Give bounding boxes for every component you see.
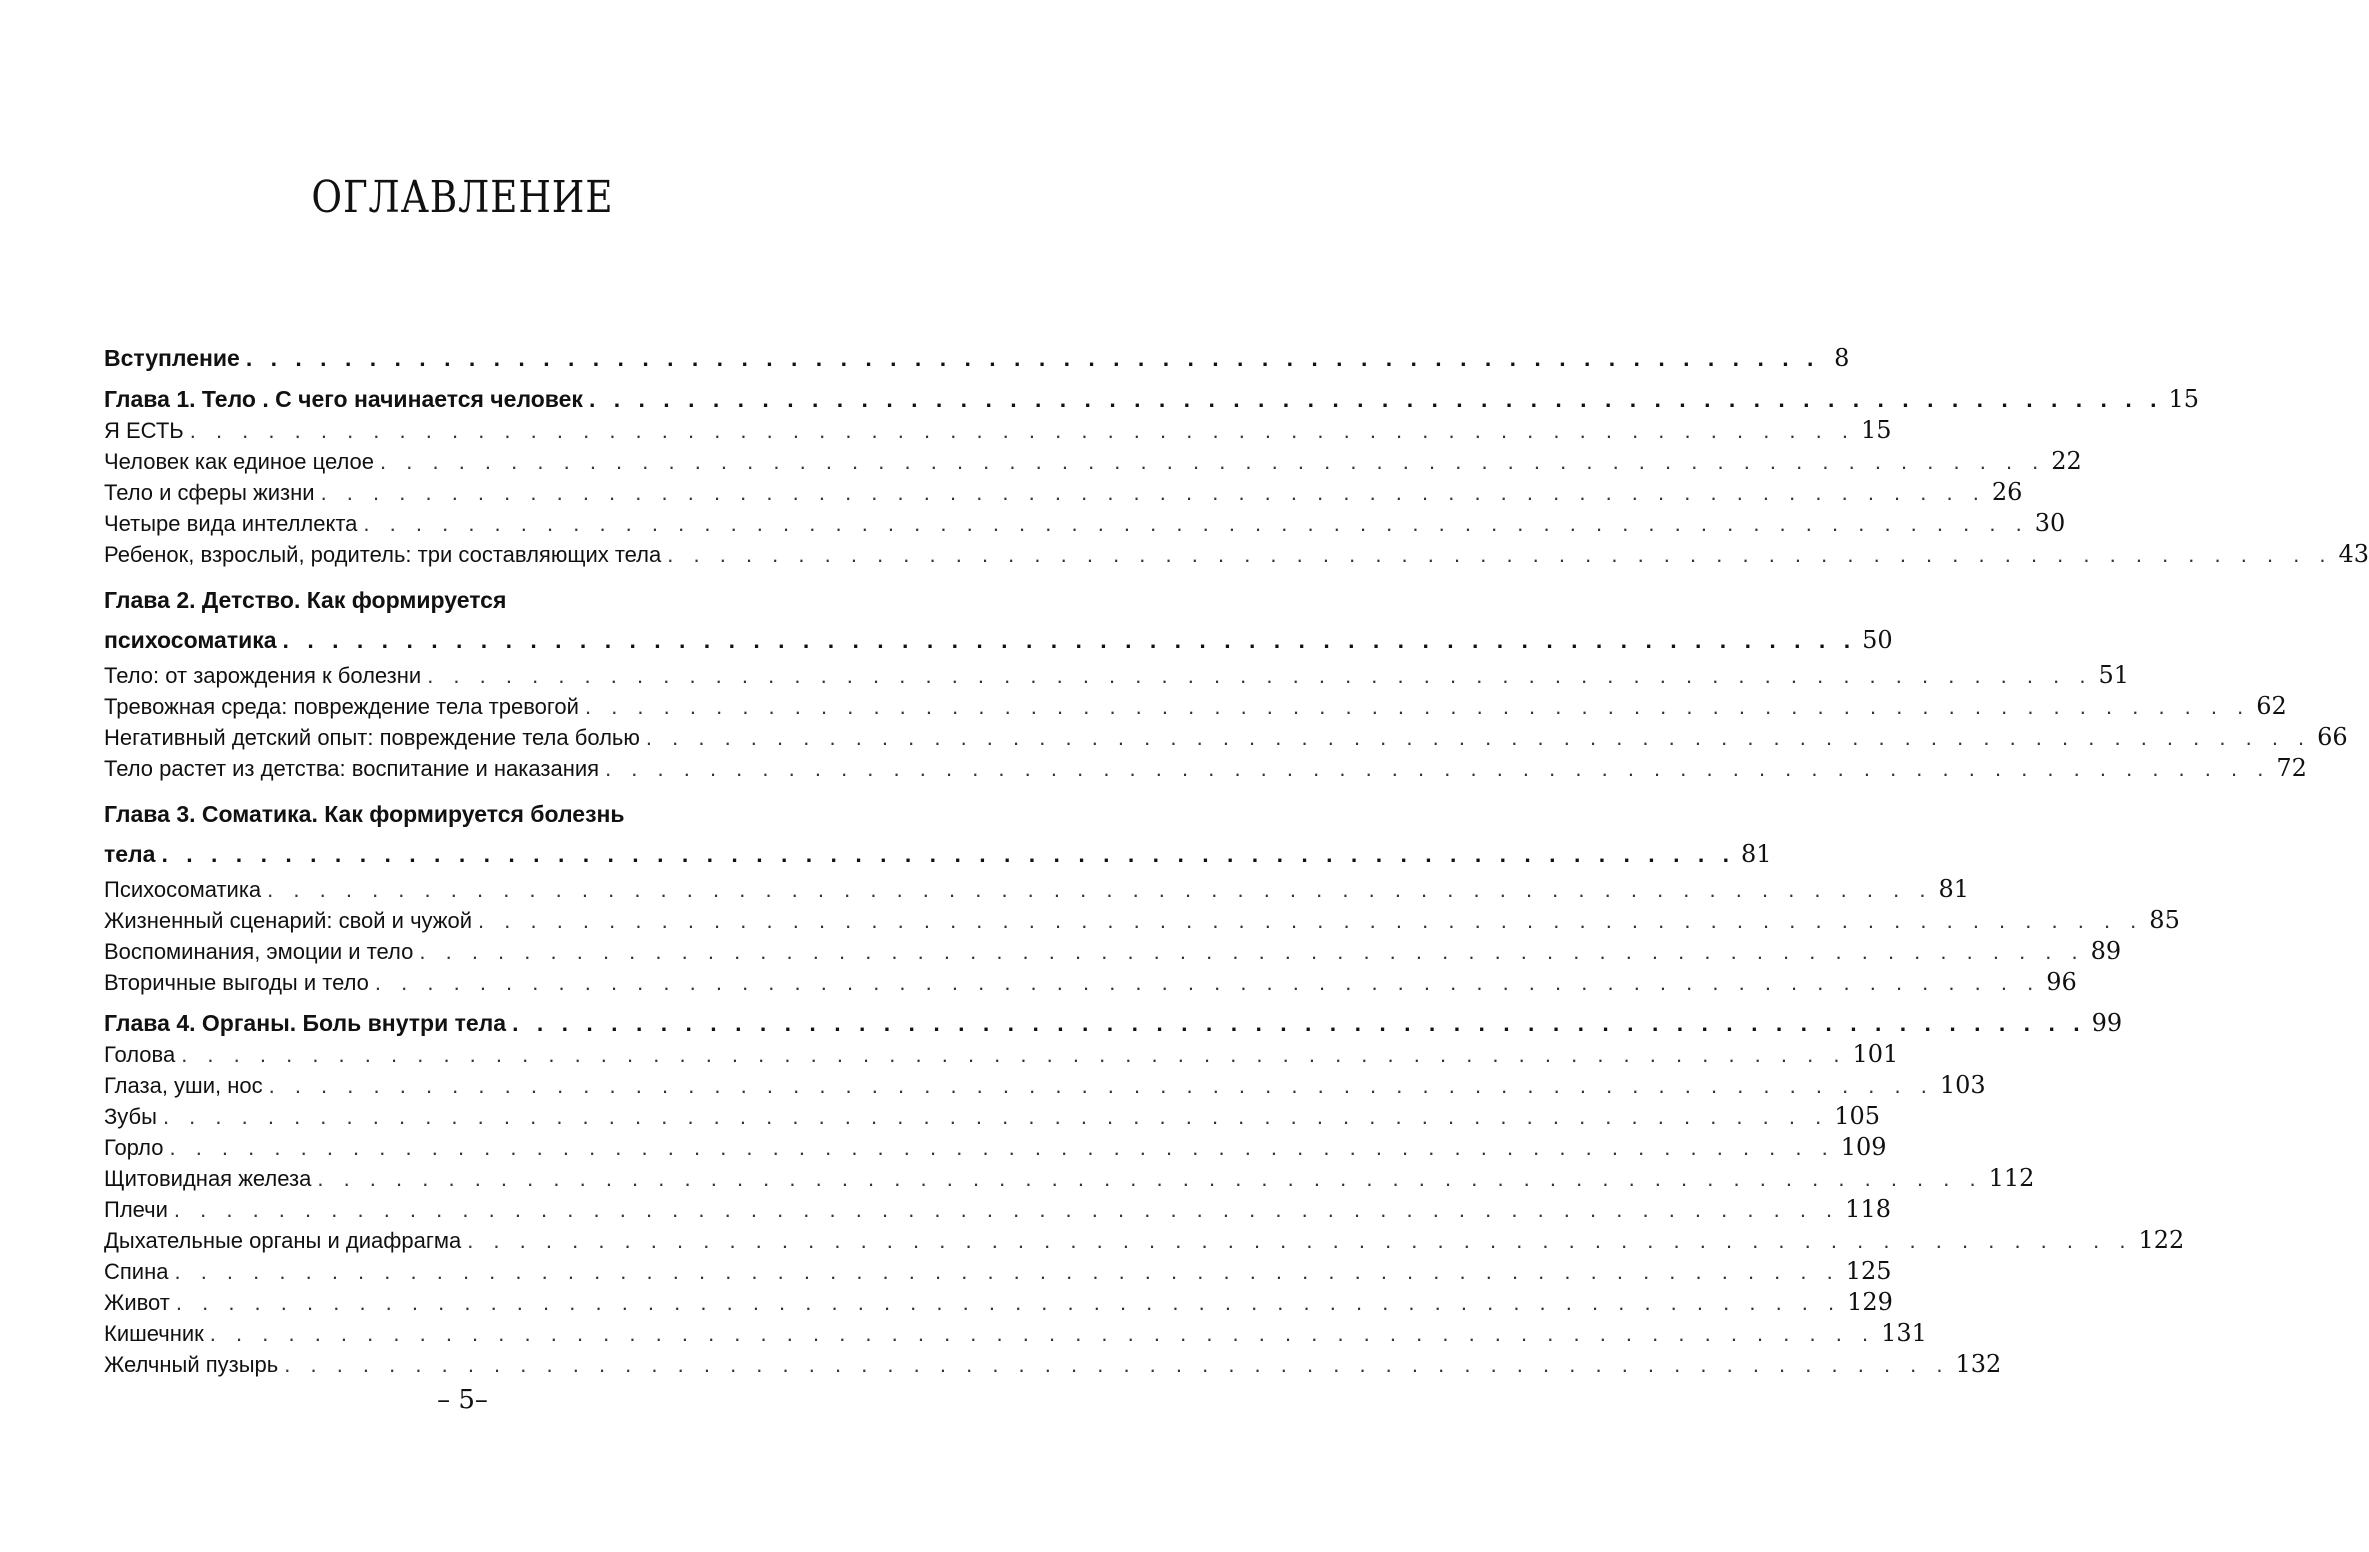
toc-entry-label: Глаза, уши, нос bbox=[104, 1073, 263, 1098]
toc-entry-label: Тело растет из детства: воспитание и наказания bbox=[104, 756, 600, 781]
toc-entry-page: 72 bbox=[2276, 754, 2307, 782]
dot-leader: . . . . . . . . . . . . . . . . . . . . . . . . . . . . . . . . . . . . . . . . . . . . . . . . . . . . . . . . . . . . . . . . bbox=[419, 939, 2085, 964]
toc-entry-page: 99 bbox=[2091, 1009, 2123, 1037]
toc-entry-label: Желчный пузырь bbox=[104, 1352, 279, 1377]
table-of-contents bbox=[104, 343, 2369, 1380]
toc-entry-label: Воспоминания, эмоции и тело bbox=[104, 939, 414, 964]
dot-leader: . . . . . . . . . . . . . . . . . . . . . . . . . . . . . . . . . . . . . . . . . . . . . . . . . . . . . . . . . . . . . . . . bbox=[667, 542, 2333, 567]
dot-leader: . . . . . . . . . . . . . . . . . . . . . . . . . . . . . . . . . . . . . . . . . . . . . . . . . . . . . . . . . . . . . . . . bbox=[380, 449, 2046, 474]
toc-entry[interactable] bbox=[104, 415, 1892, 446]
toc-chapter-entry[interactable] bbox=[104, 343, 1850, 374]
toc-entry-page: 125 bbox=[1845, 1257, 1892, 1285]
toc-entry[interactable] bbox=[104, 1101, 1881, 1132]
toc-entry-page: 30 bbox=[2034, 509, 2066, 537]
toc-entry[interactable] bbox=[104, 753, 2307, 784]
toc-entry-label: Человек как единое целое bbox=[104, 449, 375, 474]
toc-entry-page: 66 bbox=[2317, 723, 2348, 751]
toc-entry-page: 131 bbox=[1881, 1319, 1927, 1347]
dot-leader: . . . . . . . . . . . . . . . . . . . . . . . . . . . . . . . . . . . . . . . . . . . . . . . . . . . . . . . . . . . . . . . . bbox=[245, 345, 1820, 371]
toc-entry-page: 89 bbox=[2090, 937, 2122, 965]
toc-entry[interactable] bbox=[104, 1318, 1927, 1349]
toc-entry-label: Тело и сферы жизни bbox=[104, 480, 315, 505]
toc-entry-label: психосоматика bbox=[104, 627, 277, 653]
toc-chapter-entry[interactable] bbox=[104, 1008, 2123, 1039]
toc-entry-label: Щитовидная железа bbox=[104, 1166, 312, 1191]
toc-entry[interactable] bbox=[104, 874, 1969, 905]
toc-entry-label: Горло bbox=[104, 1135, 164, 1160]
toc-entry-page: 109 bbox=[1840, 1133, 1887, 1161]
toc-entry-label: Голова bbox=[104, 1042, 176, 1067]
dot-leader: . . . . . . . . . . . . . . . . . . . . . . . . . . . . . . . . . . . . . . . . . . . . . . . . . . . . . . . . . . . . . . . . bbox=[162, 1104, 1829, 1129]
toc-entry[interactable] bbox=[104, 1225, 2185, 1256]
toc-entry-label: Глава 3. Соматика. Как формируется болезнь bbox=[104, 801, 625, 827]
toc-entry[interactable] bbox=[104, 1163, 2035, 1194]
toc-entry-label: Спина bbox=[104, 1259, 169, 1284]
toc-entry-label: Вторичные выгоды и тело bbox=[104, 970, 369, 995]
toc-entry-page: 43 bbox=[2338, 540, 2369, 568]
toc-entry[interactable] bbox=[104, 1132, 1887, 1163]
toc-entry-page: 81 bbox=[1741, 840, 1772, 868]
toc-entry-page: 118 bbox=[1845, 1195, 1891, 1223]
toc-entry[interactable] bbox=[104, 1194, 1891, 1225]
toc-chapter-entry[interactable] bbox=[104, 834, 1772, 874]
dot-leader: . . . . . . . . . . . . . . . . . . . . . . . . . . . . . . . . . . . . . . . . . . . . . . . . . . . . . . . . . . . . . . . . bbox=[427, 663, 2093, 688]
toc-entry-page: 50 bbox=[1862, 626, 1893, 654]
toc-entry-label: тела bbox=[104, 841, 156, 867]
dot-leader: . . . . . . . . . . . . . . . . . . . . . . . . . . . . . . . . . . . . . . . . . . . . . . . . . . . . . . . . . . . . . . . . bbox=[284, 1352, 1950, 1377]
toc-entry[interactable] bbox=[104, 446, 2082, 477]
dot-leader: . . . . . . . . . . . . . . . . . . . . . . . . . . . . . . . . . . . . . . . . . . . . . . . . . . . . . . . . . . . . . . . . bbox=[189, 418, 1855, 443]
toc-entry-label: Жизненный сценарий: свой и чужой bbox=[104, 908, 473, 933]
toc-entry-page: 105 bbox=[1834, 1102, 1881, 1130]
toc-entry-page: 15 bbox=[2168, 385, 2200, 413]
dot-leader: . . . . . . . . . . . . . . . . . . . . . . . . . . . . . . . . . . . . . . . . . . . . . . . . . . . . . . . . . . . . . . . . bbox=[175, 1290, 1842, 1315]
dot-leader: . . . . . . . . . . . . . . . . . . . . . . . . . . . . . . . . . . . . . . . . . . . . . . . . . . . . . . . . . . . . . . . . bbox=[174, 1259, 1840, 1284]
toc-chapter-entry[interactable] bbox=[104, 794, 804, 834]
toc-entry[interactable] bbox=[104, 691, 2287, 722]
toc-entry-label: Глава 4. Органы. Боль внутри тела bbox=[104, 1010, 507, 1036]
toc-entry-label: Дыхательные органы и диафрагма bbox=[104, 1228, 462, 1253]
toc-entry-label: Тревожная среда: повреждение тела тревогой bbox=[104, 694, 579, 719]
dot-leader: . . . . . . . . . . . . . . . . . . . . . . . . . . . . . . . . . . . . . . . . . . . . . . . . . . . . . . . . . . . . . . . . bbox=[588, 386, 2163, 412]
dot-leader: . . . . . . . . . . . . . . . . . . . . . . . . . . . . . . . . . . . . . . . . . . . . . . . . . . . . . . . . . . . . . . . . bbox=[169, 1135, 1835, 1160]
dot-leader: . . . . . . . . . . . . . . . . . . . . . . . . . . . . . . . . . . . . . . . . . . . . . . . . . . . . . . . . . . . . . . . . bbox=[478, 908, 2144, 933]
dot-leader: . . . . . . . . . . . . . . . . . . . . . . . . . . . . . . . . . . . . . . . . . . . . . . . . . . . . . . . . . . . . . . . . bbox=[282, 627, 1857, 653]
toc-chapter-entry[interactable] bbox=[104, 620, 1893, 660]
toc-entry[interactable] bbox=[104, 539, 2369, 570]
dot-leader: . . . . . . . . . . . . . . . . . . . . . . . . . . . . . . . . . . . . . . . . . . . . . . . . . . . . . . . . . . . . . . . . bbox=[181, 1042, 1847, 1067]
toc-entry[interactable] bbox=[104, 1039, 1899, 1070]
toc-entry-page: 15 bbox=[1860, 416, 1892, 444]
dot-leader: . . . . . . . . . . . . . . . . . . . . . . . . . . . . . . . . . . . . . . . . . . . . . . . . . . . . . . . . . . . . . . . . bbox=[320, 480, 1986, 505]
dot-leader: . . . . . . . . . . . . . . . . . . . . . . . . . . . . . . . . . . . . . . . . . . . . . . . . . . . . . . . . . . . . . . . . bbox=[268, 1073, 1934, 1098]
toc-chapter-entry[interactable] bbox=[104, 580, 804, 620]
dot-leader: . . . . . . . . . . . . . . . . . . . . . . . . . . . . . . . . . . . . . . . . . . . . . . . . . . . . . . . . . . . . . . . . bbox=[584, 694, 2251, 719]
dot-leader: . . . . . . . . . . . . . . . . . . . . . . . . . . . . . . . . . . . . . . . . . . . . . . . . . . . . . . . . . . . . . . . . bbox=[374, 970, 2041, 995]
dot-leader: . . . . . . . . . . . . . . . . . . . . . . . . . . . . . . . . . . . . . . . . . . . . . . . . . . . . . . . . . . . . . . . . bbox=[363, 511, 2029, 536]
toc-entry-label: Живот bbox=[104, 1290, 170, 1315]
toc-entry[interactable] bbox=[104, 477, 2023, 508]
toc-entry-label: Вступление bbox=[104, 345, 240, 371]
toc-entry-page: 101 bbox=[1852, 1040, 1899, 1068]
dot-leader: . . . . . . . . . . . . . . . . . . . . . . . . . . . . . . . . . . . . . . . . . . . . . . . . . . . . . . . . . . . . . . . . bbox=[467, 1228, 2133, 1253]
toc-entry-page: 85 bbox=[2149, 906, 2180, 934]
toc-entry-label: Я ЕСТЬ bbox=[104, 418, 184, 443]
toc-entry-page: 112 bbox=[1988, 1164, 2035, 1192]
toc-entry-page: 122 bbox=[2138, 1226, 2185, 1254]
toc-entry-label: Плечи bbox=[104, 1197, 168, 1222]
toc-entry-page: 26 bbox=[1991, 478, 2023, 506]
toc-entry-label: Четыре вида интеллекта bbox=[104, 511, 358, 536]
dot-leader: . . . . . . . . . . . . . . . . . . . . . . . . . . . . . . . . . . . . . . . . . . . . . . . . . . . . . . . . . . . . . . . . bbox=[209, 1321, 1876, 1346]
page-number-footer: – 5– bbox=[437, 1385, 488, 1415]
toc-entry-label: Негативный детский опыт: повреждение тела болью bbox=[104, 725, 640, 750]
toc-entry-label: Психосоматика bbox=[104, 877, 262, 902]
toc-entry-page: 129 bbox=[1847, 1288, 1893, 1316]
toc-entry-page: 103 bbox=[1939, 1071, 1986, 1099]
toc-entry[interactable] bbox=[104, 936, 2122, 967]
toc-chapter-entry[interactable] bbox=[104, 384, 2200, 415]
toc-entry-page: 51 bbox=[2098, 661, 2130, 689]
dot-leader: . . . . . . . . . . . . . . . . . . . . . . . . . . . . . . . . . . . . . . . . . . . . . . . . . . . . . . . . . . . . . . . . bbox=[267, 877, 1933, 902]
dot-leader: . . . . . . . . . . . . . . . . . . . . . . . . . . . . . . . . . . . . . . . . . . . . . . . . . . . . . . . . . . . . . . . . bbox=[512, 1010, 2086, 1036]
toc-entry[interactable] bbox=[104, 1070, 1986, 1101]
dot-leader: . . . . . . . . . . . . . . . . . . . . . . . . . . . . . . . . . . . . . . . . . . . . . . . . . . . . . . . . . . . . . . . . bbox=[645, 725, 2312, 750]
toc-entry[interactable] bbox=[104, 1287, 1893, 1318]
toc-entry[interactable] bbox=[104, 905, 2180, 936]
toc-entry[interactable] bbox=[104, 1349, 2002, 1380]
toc-entry-label: Кишечник bbox=[104, 1321, 204, 1346]
dot-leader: . . . . . . . . . . . . . . . . . . . . . . . . . . . . . . . . . . . . . . . . . . . . . . . . . . . . . . . . . . . . . . . . bbox=[605, 756, 2271, 781]
toc-entry[interactable] bbox=[104, 722, 2348, 753]
toc-entry-page: 96 bbox=[2046, 968, 2077, 996]
dot-leader: . . . . . . . . . . . . . . . . . . . . . . . . . . . . . . . . . . . . . . . . . . . . . . . . . . . . . . . . . . . . . . . . bbox=[173, 1197, 1840, 1222]
toc-entry-page: 8 bbox=[1834, 344, 1850, 372]
toc-entry-label: Ребенок, взрослый, родитель: три составляющих тела bbox=[104, 542, 662, 567]
toc-entry[interactable] bbox=[104, 508, 2066, 539]
toc-entry[interactable] bbox=[104, 1256, 1892, 1287]
toc-entry-label: Тело: от зарождения к болезни bbox=[104, 663, 422, 688]
toc-entry-label: Глава 2. Детство. Как формируется bbox=[104, 587, 507, 613]
toc-entry-page: 132 bbox=[1955, 1350, 2002, 1378]
toc-entry[interactable] bbox=[104, 660, 2130, 691]
toc-entry-page: 62 bbox=[2256, 692, 2287, 720]
toc-entry[interactable] bbox=[104, 967, 2077, 998]
toc-entry-label: Зубы bbox=[104, 1104, 157, 1129]
page-title: ОГЛАВЛЕНИЕ bbox=[311, 172, 614, 223]
dot-leader: . . . . . . . . . . . . . . . . . . . . . . . . . . . . . . . . . . . . . . . . . . . . . . . . . . . . . . . . . . . . . . . . bbox=[161, 841, 1736, 867]
dot-leader: . . . . . . . . . . . . . . . . . . . . . . . . . . . . . . . . . . . . . . . . . . . . . . . . . . . . . . . . . . . . . . . . bbox=[317, 1166, 1983, 1191]
toc-entry-page: 22 bbox=[2051, 447, 2082, 475]
toc-entry-label: Глава 1. Тело . С чего начинается человек bbox=[104, 386, 583, 412]
toc-entry-page: 81 bbox=[1938, 875, 1969, 903]
